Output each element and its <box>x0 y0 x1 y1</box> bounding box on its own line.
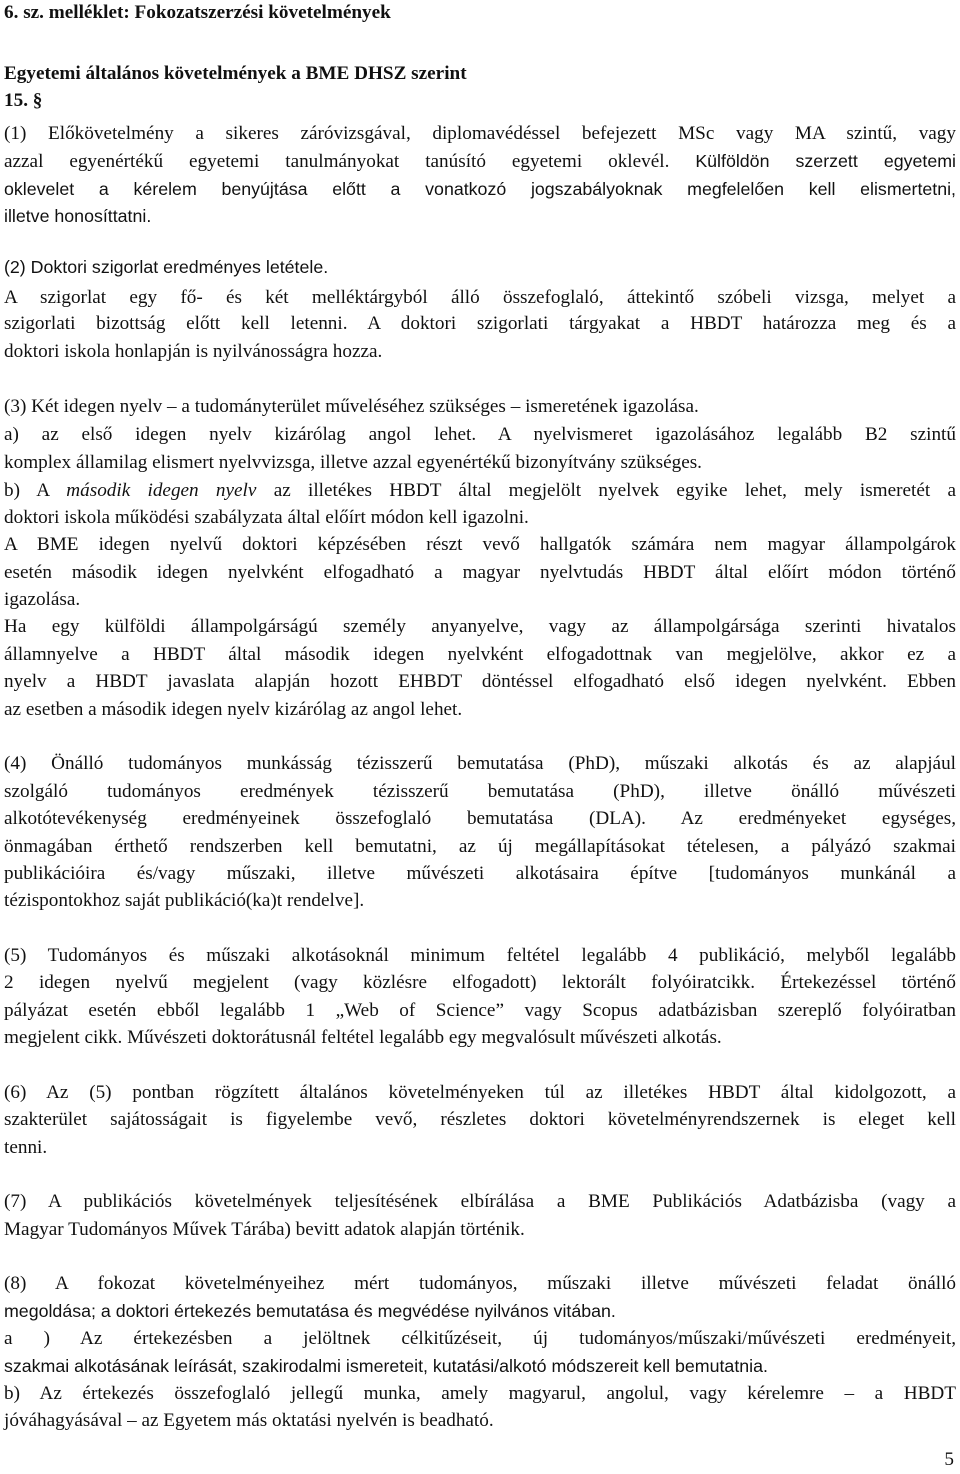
text-line: önmagában érthető rendszerben kell bemutatni, az új megállapításokat tételesen, a pályázó szakmai <box>4 836 956 857</box>
text-line: publikációira és/vagy műszaki, illetve művészeti alkotásaira építve [tudományos munkánál a <box>4 863 956 884</box>
text-line: A szigorlat egy fő- és két melléktárgyból álló összefoglaló, áttekintő szóbeli vizsga, melyet a <box>4 287 956 308</box>
text-line <box>4 311 956 337</box>
text-line: nyelv a HBDT javaslata alapján hozott EHBDT döntéssel elfogadható első idegen nyelvként. Ebben <box>4 671 956 692</box>
text-line: (2) Doktori szigorlat eredményes letétele. <box>4 257 329 277</box>
text-line: Magyar Tudományos Művek Tárába) bevitt adatok alapján történik. <box>4 1219 525 1240</box>
text-line: tézispontokhoz saját publikáció(ka)t rendelve]. <box>4 890 365 911</box>
annex-title: 6. sz. melléklet: Fokozatszerzési követelmények <box>4 2 391 23</box>
text-line: megjelent cikk. Művészeti doktorátusnál feltétel legalább egy megvalósult művészeti alkotás. <box>4 1027 722 1048</box>
text-run: szigorlati bizottság előtt kell letenni. <box>4 313 348 334</box>
paragraph-number: 15. § <box>4 90 43 111</box>
text-line: komplex államilag elismert nyelvvizsga, illetve azzal egyenértékű bizonyítvány szükséges. <box>4 452 702 473</box>
text-line: tenni. <box>4 1137 48 1158</box>
text-line: (5) Tudományos és műszaki alkotásoknál minimum feltétel legalább 4 publikáció, melyből legalább <box>4 945 956 966</box>
text-line: megoldása; a doktori értekezés bemutatása és megvédése nyilvános vitában. <box>4 1301 616 1321</box>
text-line: (4) Önálló tudományos munkásság tézisszerű bemutatása (PhD), műszaki alkotás és az alapjául <box>4 753 956 774</box>
text-line: (3) Két idegen nyelv – a tudományterület műveléséhez szükséges – ismeretének igazolása. <box>4 396 699 417</box>
text-line: igazolása. <box>4 589 81 610</box>
text-line: oklevelet a kérelem benyújtása előtt a vonatkozó jogszabályoknak megfelelően kell elismertetni, <box>4 179 956 199</box>
text-line: doktori iskola honlapján is nyilvánosságra hozza. <box>4 341 383 362</box>
text-line: szolgáló tudományos eredmények tézisszerű bemutatása (PhD), illetve önálló művészeti <box>4 781 956 802</box>
text-line: (8) A fokozat követelményeihez mért tudományos, műszaki illetve művészeti feladat önálló <box>4 1273 956 1294</box>
text-run-italic: második idegen nyelv <box>66 480 257 501</box>
text-line: jóváhagyásával – az Egyetem más oktatási nyelvén is beadható. <box>4 1410 494 1431</box>
text-line: pályázat esetén ebből legalább 1 „Web of Science” vagy Scopus adatbázisban szereplő folyóiratban <box>4 1000 956 1021</box>
text-run: b) A <box>4 480 49 501</box>
text-line: (7) A publikációs követelmények teljesítésének elbírálása a BME Publikációs Adatbázisba (vagy a <box>4 1191 956 1212</box>
text-run: azzal egyenértékű egyetemi tanulmányokat tanúsító egyetemi oklevél. <box>4 151 670 172</box>
text-line: illetve honosíttatni. <box>4 206 152 226</box>
page-number: 5 <box>944 1449 954 1470</box>
text-line: a ) Az értekezésben a jelöltnek célkitűzéseit, új tudományos/műszaki/művészeti eredményeit, <box>4 1328 956 1349</box>
text-line: esetén második idegen nyelvként elfogadható a magyar nyelvtudás HBDT által előírt módon történő <box>4 562 956 583</box>
text-line: (6) Az (5) pontban rögzített általános követelményeken túl az illetékes HBDT által kidolgozott, a <box>4 1082 956 1103</box>
text-line: államnyelve a HBDT által második idegen nyelvként elfogadottnak van megjelölve, akkor ez a <box>4 644 956 665</box>
text-line: b) Az értekezés összefoglaló jellegű munka, amely magyarul, angolul, vagy kérelemre – a HBDT <box>4 1383 956 1404</box>
text-line: Ha egy külföldi állampolgárságú személy anyanyelve, vagy az állampolgársága szerinti hivatalos <box>4 616 956 637</box>
text-run: a) az első idegen nyelv kizárólag angol lehet. <box>4 424 477 445</box>
text-run: az illetékes HBDT által megjelölt nyelvek egyike lehet, mely ismeretét a <box>273 480 956 501</box>
text-line <box>4 148 956 175</box>
text-line: (1) Előkövetelmény a sikeres záróvizsgával, diplomavédéssel befejezett MSc vagy MA szintű, vagy <box>4 123 956 144</box>
text-line: doktori iskola működési szabályzata által előírt módon kell igazolni. <box>4 507 529 528</box>
text-line <box>4 422 956 448</box>
text-line: szakterület sajátosságait is figyelembe vevő, részletes doktori követelményrendszernek is eleget kell <box>4 1109 956 1130</box>
text-run: A doktori szigorlati tárgyakat a HBDT határozza meg és a <box>367 313 956 334</box>
text-line: A BME idegen nyelvű doktori képzésében részt vevő hallgatók számára nem magyar állampolgárok <box>4 534 956 555</box>
text-run: Külföldön szerzett egyetemi <box>695 151 956 171</box>
text-line: szakmai alkotásának leírását, szakirodalmi ismereteit, kutatási/alkotó módszereit kell bemutatnia. <box>4 1356 768 1376</box>
text-line <box>4 478 956 504</box>
text-line: az esetben a második idegen nyelv kizárólag az angol lehet. <box>4 699 463 720</box>
text-line: 2 idegen nyelvű megjelent (vagy közlésre elfogadott) lektorált folyóiratcikk. Értekezéssel történő <box>4 972 956 993</box>
text-line: alkotótevékenység eredményeinek összefoglaló bemutatása (DLA). Az eredményeket egységes, <box>4 808 956 829</box>
section-heading: Egyetemi általános követelmények a BME DHSZ szerint <box>4 63 467 84</box>
text-run: A nyelvismeret igazolásához legalább B2 szintű <box>497 424 956 445</box>
